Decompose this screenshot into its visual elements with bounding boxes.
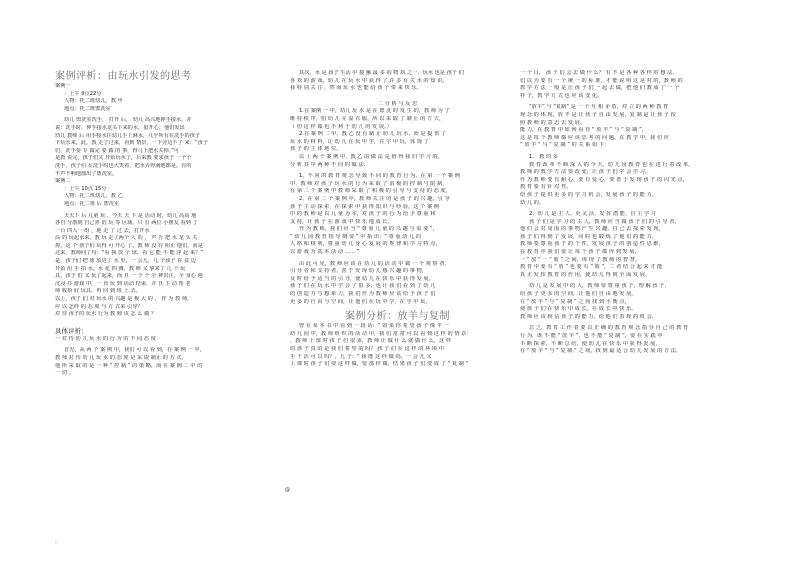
section3-line: 中 的 教 师 是 以 儿 童 为 本，对 孩 子 的 行 为 给 予 尊 重 和 [290, 211, 436, 218]
title2-line: 幼 儿 园 中，教 师 组 织 的 活 动 中，我 们 常 常 可 以 看 到 这 样 的 情 景： [290, 330, 472, 337]
summary-line: 的 创 造 力 与 想 象 力，我 们 作 为 教 师 应 该 给 予 孩 子 们 [290, 291, 436, 298]
case2-meta-place: 地点：托二班 后 盥洗室 [64, 200, 120, 207]
case1-body-line: 说：洗手时，伸手接水龙头下来的水，很开心，他们发出 [55, 124, 185, 131]
section3-line: 支 持，让 孩 子 在 游 戏 中 快 乐 地 成 长。 [290, 218, 393, 225]
case2-body-line: 一台 四人一 组 ，地 走 了 过 去，打开水 [55, 227, 150, 234]
section2-line: （ 但 这 样 做 也 不 利 于 幼 儿 的 发 展。） [290, 123, 392, 130]
case2-body-line: 掉，这 个 孩子们 玩得 可 开心 了。教 师 没 有 阻止 他们，而是 [55, 242, 203, 249]
case2-body-line: 以上，孩子 们 对 玩水 的 兴趣 是 极 大 的 ， 作 为 教 师， [55, 296, 193, 303]
analysis-title: 具体评析： [55, 326, 88, 335]
case2-body-line: 师 收拾 好 玩具，再 回 到 班 上 去。 [55, 288, 141, 295]
title2-line: 曾 在 某 本 书 中 看 到 一 段 话：“ 如 果 你 希 望 孩 子 像 羊 一 [299, 323, 449, 330]
case1-body-line: 幼儿 教师 后 用手接水往幼儿手上淋水，几乎所有在洗手的孩子 [55, 132, 201, 139]
summary-line: 及 时 给 予 适 当 的 引 导，使 幼 儿 在 快 乐 中 获 得 发 展。 [290, 275, 434, 282]
analysis-line: 一 对 待 幼 儿 玩 水 的 行 为 的 不 同 态 度 [55, 335, 156, 342]
point2-line: 教 师 要 尊 重 孩 子 的 个 性，发 展 孩 子 的 创 造 性 思 维， [520, 241, 664, 248]
point1-line: 给 孩 子 提 供 更 多 的 学 习 机 会，发 展 孩 子 的 能 力， [520, 191, 657, 198]
point2-line: 他 们 会 对 周 围 的 事 物 产 生 兴 趣，自 己 去 探 索 发 现， [520, 226, 664, 233]
free-range-line: 照 教 师 的 意 志 去 发 展。 [520, 119, 586, 126]
conclusion-line: 使 孩 子 们 在 快 乐 中 成 长，在 成 长 中 快 乐。 [520, 306, 637, 313]
section2-line: 2.在 案 例 二 中，教 乙 没 有 制 止 幼 儿 玩 水，而 是 提 供 了 [299, 131, 447, 138]
final-note-line: 不 断 探 索，不 断 总 结，使 幼 儿 在 快 乐 中 获 得 发 展， [520, 340, 661, 347]
analysis-line: 他 所 采 取 的 是 一 种 “ 控 制 ” 的 策 略，而 在 案 例 二 中 的 [55, 362, 203, 369]
case2-label: 案例二 [55, 178, 71, 185]
point2-line: 在 教 育 中 我 们 要 让 每 个 孩 子 都 得 到 发 展， [520, 249, 640, 256]
case1-body-line: 幼儿 盥洗室洗手， 打开 后， 幼儿 高兴地伸手接水，并 [64, 117, 192, 124]
case2-body-line: 天天下 后 儿童 玩 ，今天 天 下 是 活动 时，幼儿 高高 地 [64, 212, 197, 219]
free-range-line: “ 放 羊 ” 与 “ 复 制 ” 的 关 系 如 下： [520, 142, 610, 149]
case1-body-line: 下玩水来，此，教 走了过来，看到 情景，一下旁边下了 来：“孩子 [55, 140, 208, 147]
case2-meta-people: 人物：托二班幼儿，教 乙 [64, 193, 123, 200]
case1-label: 案例一 [55, 83, 71, 89]
section3-line: 中，教 师 对 孩 子 玩 水 的 行 为 采 取 了 消 极 的 控 制 与 限 制， [290, 180, 448, 187]
column-2 [290, 70, 505, 535]
point1-line: 教 育 改 革 不 断 深 入 的 今 天，幼 儿 园 教 育 也 在 进 行 着 改 革， [529, 161, 694, 168]
intro-line: 我 特 别 关 注 ，然 而 玩 水 也 能 给 孩 子 带 来 快 乐。 [290, 85, 422, 92]
analysis-line: 教 师 对 待 幼 儿 玩 水 的 态 度 是 采 取 制止 的 方 式， [55, 355, 187, 361]
point1-line: 教 育 要 有 针 对 性。 [520, 184, 572, 191]
free-range-line: 观 念 的 体 现，放 羊 是 让 孩 子 自 由 发 展，复 制 是 让 孩 子 按 [520, 111, 676, 118]
footer-left-mark: - [55, 540, 57, 546]
analysis-line: 首先，从 两 个 案 例 中，我们 可 以 看 到，在 案 例 一 中， [64, 347, 205, 354]
section2-line: 以 上 两 个 案 例 中，教 乙 的 做 法 是 值 得 我 们 学 习 的， [299, 153, 443, 160]
case2-body-line: 过来，教师问了句：“看 我 放 个 球，看 它 能 不 能 浮 起 来？” [55, 250, 204, 257]
section2-line: 1.在 案例 一 中，幼儿 玩 水 是 在 盥 洗 时 发 生 的，教 师 为 了 [299, 108, 450, 115]
point2-line: 孩 子 们 是 学 习 的 主 人，教 师 应 当 做 孩 子 们 的 引 导 者， [529, 218, 680, 225]
case2-body-line: 具，孩子 们 又 玩了起来，而 且 一 个 个 全 神贯注，全 身心 地 [55, 273, 203, 280]
case2-body-line: 沉浸 在 游戏 中，一 直 玩 到 活动 结束，并 且 主 动 帮 老 [55, 280, 191, 287]
point2-line: 教 育 中 要 有 “ 放 ” 也 要 有 “ 收 ”，二 者 结 合 起 来 才 能 [520, 264, 663, 271]
conclusion-line: 在 “ 放 羊 ” 与 “ 复 制 ” 之 间 找 到 平 衡 点， [520, 298, 630, 305]
title2-line: 的 孩 子 真 的 是 我 们 希 望 的 吗？ 孩 子 们 在 这 样 的 环 境 中 [290, 346, 444, 352]
free-range-line: 能 力，在 教 育 中 如 何 看 待 “ 放 羊 ” 与 “ 复 制 ”， [520, 127, 647, 134]
section2-line: 孩 子 的 主 体 地 位。 [290, 146, 342, 153]
section3-line: 以 游 戏 为 基 本 活 动 …… ” [290, 249, 360, 256]
case1-body-line: 不声不响地溜出了盥洗室。 [55, 170, 118, 177]
col3-intro-line: 们 以 为 要 有 一 个 统 一 的 标 准，才 能 说 明 这 是 对 的，教 师 的 [520, 77, 683, 84]
final-note-line: 总 之，教 育 工 作 者 要 以 正 确 的 教 育 观 念 指 导 自 己 的 教 育 [529, 325, 689, 332]
case1-body-line: 们，洗手要 专 做完 要 做 的 事，得马上把水关掉。”可 [55, 147, 180, 154]
point2-line: 孩 子 们 得 到 了 发 展，同 时 也 锻 炼 了 他 们 的 能 力， [520, 233, 657, 240]
summary-line: 引 导 者 和 支 持 者，善 于 发 现 幼 儿 感 兴 趣 的 事 物， [290, 268, 427, 275]
title2-line: ，教 师 上 课 时 孩 子 们 很 乖，教 师 让 做 什 么 就 做 什 么，这 样 [290, 338, 452, 345]
case2-body-line: 应 以 怎样 的 态 度 与 方 式来 引导？ [55, 303, 143, 310]
intro-line: 其次，水 是 孩子 生活 中 接 触 最 多 的 物 质 之一，玩水 也是 孩子 们 [299, 70, 464, 76]
section2-title: 二 分 析 与 反 思 [377, 100, 418, 107]
summary-line: 由 此 可 见，教 师 应 该 在 幼 儿 的 活 动 中 做 一 个 观 察 者、 [299, 260, 450, 267]
section3-line: “ 幼 儿 园 教 育 指 导 纲 要 ” 中 指 出：“ 尊 重 幼 儿 的 [290, 233, 422, 240]
point2-line: 真 正 发 挥 教 育 的 作 用，使 幼 儿 得 到 全 面 发 展。 [520, 271, 651, 278]
section3-line: 作 为 教 师，我 们 应 当 “ 尊 重 儿 童 的 兴 趣 与 需 要 ”， [299, 226, 438, 233]
case2-body-line: 各自 分散到 自己喜 的 玩 等 区域，只 有 两位 小朋友 看到 了 [55, 220, 198, 227]
case1-body-line: 洗手，孩子们 在洗手时也大笑着，把水弄得满地都是，有的 [55, 162, 192, 169]
case2-body-line: 是，孩子们 把 球 放进了 水 里，一 会儿，几 个孩子 在 盆 边 [55, 258, 196, 265]
point2-title: 2、幼 儿 是 主 人、更 灵 活、发 挥 潜 能、自 主 学 习 [529, 211, 656, 218]
col3-intro-line: 样 子，教 学 方 式 也 应 该 变 化。 [520, 92, 603, 99]
case2-meta-time: ：上午 10点 15分 [64, 185, 107, 192]
final-note-line: 行 为，既 不 能 “ 放 羊 ”，也 不 能 “ 复 制 ”，要 在 实 践 中 [520, 333, 663, 339]
analysis-line: 一 切 。 [55, 370, 74, 377]
col3-intro-line: 一 个 目， 孩 子 们 会 去 做 什 么？ 有 不 是 各 种 各 样 的 想 法， [520, 70, 678, 76]
free-range-line: “放羊” 与 “复制” 是 一 个 互 相 矛 盾，对 立 的 两 种 教 育 [529, 104, 669, 111]
conclusion-line: 幼 儿 是 发 展 中 的 人，教 师 要 尊 重 孩 子，理 解 孩 子， [529, 283, 670, 290]
title2-line: 上 课 时 孩 子 们 要 这 样 做，要 那 样 做，结 果 孩 子 们 变 成 了 “ 复 制 ” [290, 361, 469, 368]
intro-line: 喜 欢 的 游 戏，幼 儿 在 玩 水 中 获 得 了 许 多 有 关 水 的 知 识。 [290, 77, 448, 84]
case1-body-line: 是教 说完，孩子们又 开始玩水了，后来教 要求孩子 一个个 [55, 155, 192, 162]
case1-meta-people: 人物：托二班幼儿，教 甲 [64, 98, 123, 105]
section3-line: 人 格 和 权 利，尊 重 幼 儿 身 心 发 展 的 规 律 和 学 习 特 点， [290, 241, 441, 248]
conclusion-line: 给 孩 子 更 多 的 空 间，让 他 们 自 由 地 发 展， [520, 291, 637, 298]
free-range-line: 这 是 每 个 教 师 都 应 该 思 考 的 问 题。在 教 学 中，我 们 应 [520, 134, 669, 141]
section2-line: 维 持 秩 序，怕 幼 儿 弄 湿 衣 服，所 以 采 取 了 制 止 的 方 式， [290, 115, 445, 122]
point1-line: 作 为 教 师 要 有 耐 心，要 有 爱 心，要 善 于 发 现 孩 子 的 闪 光 点， [520, 176, 688, 183]
section2-line: 玩 水 的 材 料，让 幼 儿 在 玩 中 学，在 学 中 玩，体 现 了 [290, 138, 429, 145]
footer-right-mark: @ [285, 487, 290, 493]
case2-body-line: 对 待 孩子的 玩水 行为 教 师 该 怎 么 做 ？ [55, 311, 157, 318]
case-title-water: 案例评析：由玩水引发的思考 [55, 71, 192, 82]
col3-intro-line: 教 学 方 法 一 般 是 让 孩 子 们 一 起 去 做，把 他 们 教 成 了 一 个 [520, 85, 680, 92]
title2-line: 手 干 活 可 以 吗？，儿 子：“ 我 能 这 样 做 吗，一 会 儿 又 [290, 353, 432, 360]
case1-meta-place: 地点：托二班盥洗室 [64, 105, 111, 112]
section3-line: 孩 子 主 动 探 索，在 探 索 中 获 得 知 识 与 经 验。这 个 案 例 [290, 203, 439, 210]
case2-body-line: 开始 用 手 拍 水，水 花 四 溅，教 师 又 拿来了 几 个 玩 [55, 265, 186, 272]
column-1 [55, 70, 280, 535]
case-title-free-range: 案例分析：放羊与复制 [345, 311, 450, 323]
conclusion-line: 教 师 应 该 相 信 孩 子 的 能 力，给 他 们 表 现 的 机 会。 [520, 313, 657, 320]
section2-line: 分 析 其 中 两 种 不 同 的 做 法： [290, 161, 369, 168]
section3-line: 在 第 二 个 案 例 中 教 师 采 取 了 积 极 的 引 导 与 支 持 的 态 度， [290, 188, 451, 195]
column-3 [520, 70, 745, 535]
section3-line: 1、不 同 的 教 育 观 念 导 致 不 同 的 教 育 行 为，在 第 一 个 案 例 [299, 173, 460, 180]
point1-line: 教 师 的 教 学 方 法 要 改 变，让 孩 子 们 学 会 学 习， [520, 169, 651, 176]
summary-line: 孩 子 们 在 玩 水 中 学 会 了 很 多，也 让 我 们 看 到 了 幼 儿 [290, 283, 436, 290]
point1-title: 1、 教 的 多 [529, 153, 558, 160]
case1-meta-time: ：上午 9点22分 [64, 90, 102, 97]
final-note-line: 在 “ 放 羊 ” 与 “ 复 制 ” 之 间，找 到 最 适 合 幼 儿 发 展 的 方 法。 [520, 348, 682, 355]
section3-line: 2、在 第 二 个 案 例 中，教 师 关 注 的 是 孩 子 的 兴 趣，引 导 [299, 195, 450, 202]
point1-line: 幼 儿 的。 [520, 199, 545, 206]
point2-line: 一 “ 放 ” 一 “ 收 ” 之 间，体 现 了 教 师 的 智 慧。 [520, 256, 641, 263]
case2-body-line: 高 的 玩起水来。教 玩 走了两个 人 的 ， 声 告 把 水 龙 头 关 [55, 235, 198, 242]
summary-line: 更 多 的 自 由 与 空 间，让 他 们 在 玩 中 学，在 学 中 玩。 [290, 298, 431, 305]
